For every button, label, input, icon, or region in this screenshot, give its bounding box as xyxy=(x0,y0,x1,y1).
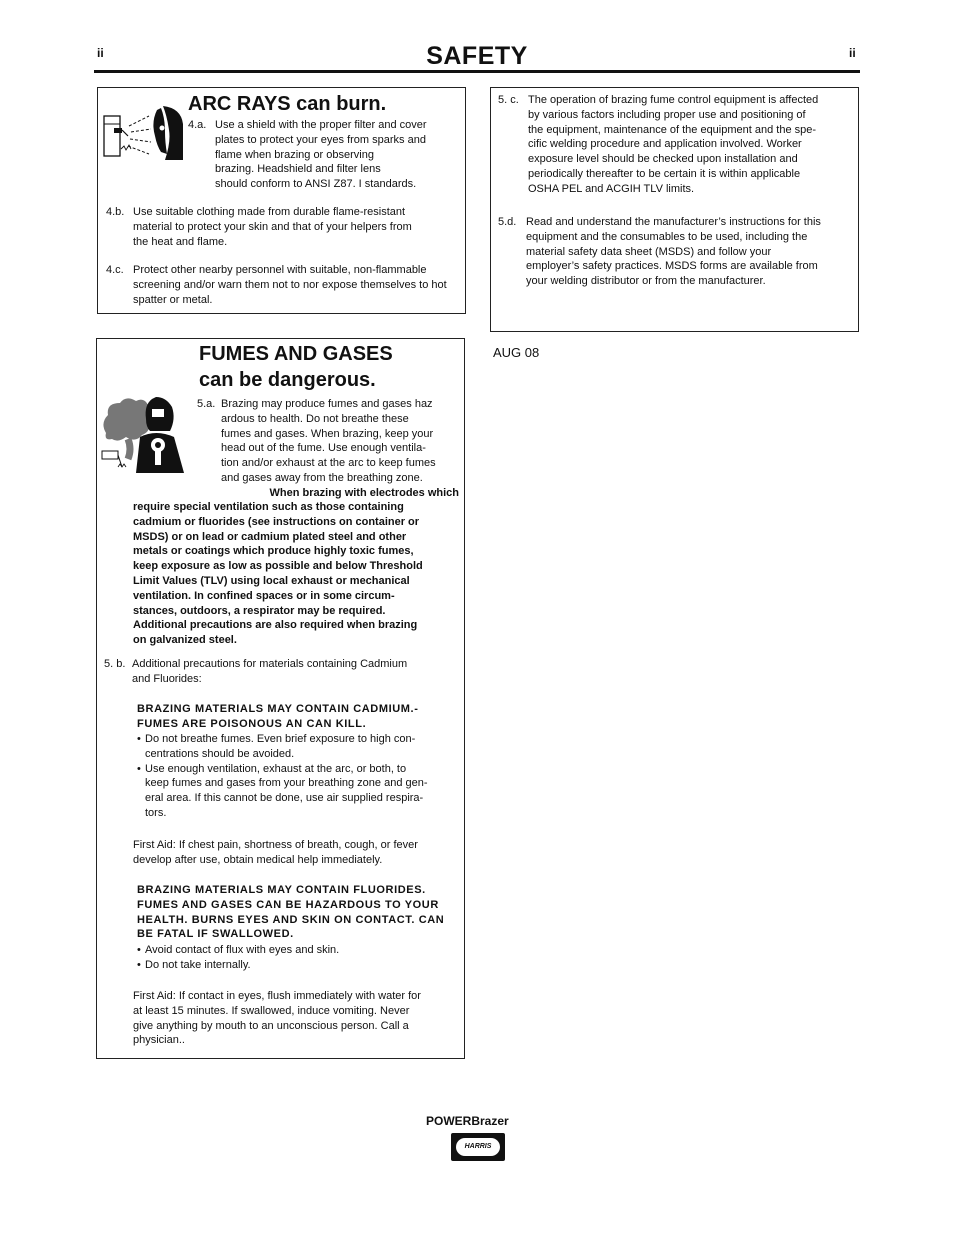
welder-shield-arc-icon xyxy=(101,102,183,162)
cadmium-first-aid: First Aid: If chest pain, shortness of breath, cough, or fever develop after use, obtain medical help immediately. xyxy=(133,839,418,866)
arc-rays-heading: ARC RAYS can burn. xyxy=(188,93,387,115)
item-5a: 5.a. Brazing may produce fumes and gases haz ardous to health. Do not breathe these fumes and gases. When brazing, keep your head out of the fume. Use enough ventila- tion and/or exhaust at the arc to keep fumes and gases away from the breathing zone. xyxy=(197,398,436,484)
bold-warning-first-line: When brazing with electrodes which xyxy=(269,487,459,499)
fluoride-first-aid: First Aid: If contact in eyes, flush immediately with water for at least 15 minutes. If swallowed, induce vomiting. Never give anything by mouth to an unconscious person. Call a physician.. xyxy=(133,990,421,1047)
cadmium-bullet-list xyxy=(137,732,459,821)
list-item: • Avoid contact of flux with eyes and skin. xyxy=(137,944,340,956)
fluoride-bullet-list xyxy=(137,943,459,973)
item-5d: 5.d. Read and understand the manufacturer’s instructions for this equipment and the consumables to be used, including the material safety data sheet (MSDS) and follow your employer’s safety practices. MSDS forms are available from your welding distributor or from the manufacturer. xyxy=(498,216,821,288)
date-code: AUG 08 xyxy=(493,345,540,360)
item-5b: 5. b. Additional precautions for materials containing Cadmium and Fluorides: xyxy=(104,658,408,685)
list-item: • Use enough ventilation, exhaust at the arc, or both, to keep fumes and gases from your breathing zone and gen- eral area. If this cannot be done, use air supplied respira- tors. xyxy=(137,762,428,819)
item-5c: 5. c. The operation of brazing fume control equipment is affected by various factors including proper use and positioning of the equipment, maintenance of the equipment and the spe- cific welding procedure and application involved. Worker exposure level should be checked upon installation and periodically thereafter to be certain it is within applicable OSHA PEL and ACGIH TLV limits. xyxy=(498,94,819,195)
item-4a: 4.a. Use a shield with the proper filter and cover plates to protect your eyes from sparks and flame when brazing or observing brazing. Headshield and filter lens should conform to ANSI Z87. I standards. xyxy=(188,119,427,191)
header-rule xyxy=(94,70,860,73)
list-item: • Do not breathe fumes. Even brief exposure to high con- centrations should be avoided. xyxy=(137,733,416,760)
arc-rays-section xyxy=(97,87,466,314)
fumes-section xyxy=(96,338,465,1059)
item-4c: 4.c. Protect other nearby personnel with suitable, non-flammable screening and/or warn them not to nor expose themselves to hot spatter or metal. xyxy=(106,264,447,306)
fumes-heading-line1: FUMES AND GASES xyxy=(199,343,393,365)
footer-product-name: POWERBrazer xyxy=(426,1114,509,1128)
page-number-right: ii xyxy=(849,46,856,60)
harris-logo xyxy=(451,1133,505,1161)
fumes-heading-line2: can be dangerous. xyxy=(199,369,376,391)
list-item: • Do not take internally. xyxy=(137,958,251,971)
page-title: SAFETY xyxy=(426,42,528,70)
fume-control-section xyxy=(490,87,859,332)
item-4b: 4.b. Use suitable clothing made from durable flame-resistant material to protect your skin and that of your helpers from the heat and flame. xyxy=(106,206,412,248)
harris-logo-text: HARRIS xyxy=(456,1138,500,1156)
fluoride-warning: BRAZING MATERIALS MAY CONTAIN FLUORIDES. FUMES AND GASES CAN BE HAZARDOUS TO YOUR HEALTH. BURNS EYES AND SKIN ON CONTACT. CAN BE FATAL IF SWALLOWED. xyxy=(137,884,445,941)
cadmium-warning: BRAZING MATERIALS MAY CONTAIN CADMIUM.- FUMES ARE POISONOUS AN CAN KILL. xyxy=(137,703,419,730)
page-number-left: ii xyxy=(97,46,104,60)
bold-warning-body: require special ventilation such as those containing cadmium or fluorides (see instructions on container or MSDS) or on lead or cadmium plated steel and other metals or coatings which produce highly toxic fumes, keep exposure as low as possible and below Threshold Limit Values (TLV) using local exhaust or mechanical ventilation. In confined spaces or in some circum- stances, outdoors, a respirator may be required. Additional precautions are also required when brazing on galvanized steel. xyxy=(133,501,423,647)
welder-fumes-icon xyxy=(100,395,184,475)
